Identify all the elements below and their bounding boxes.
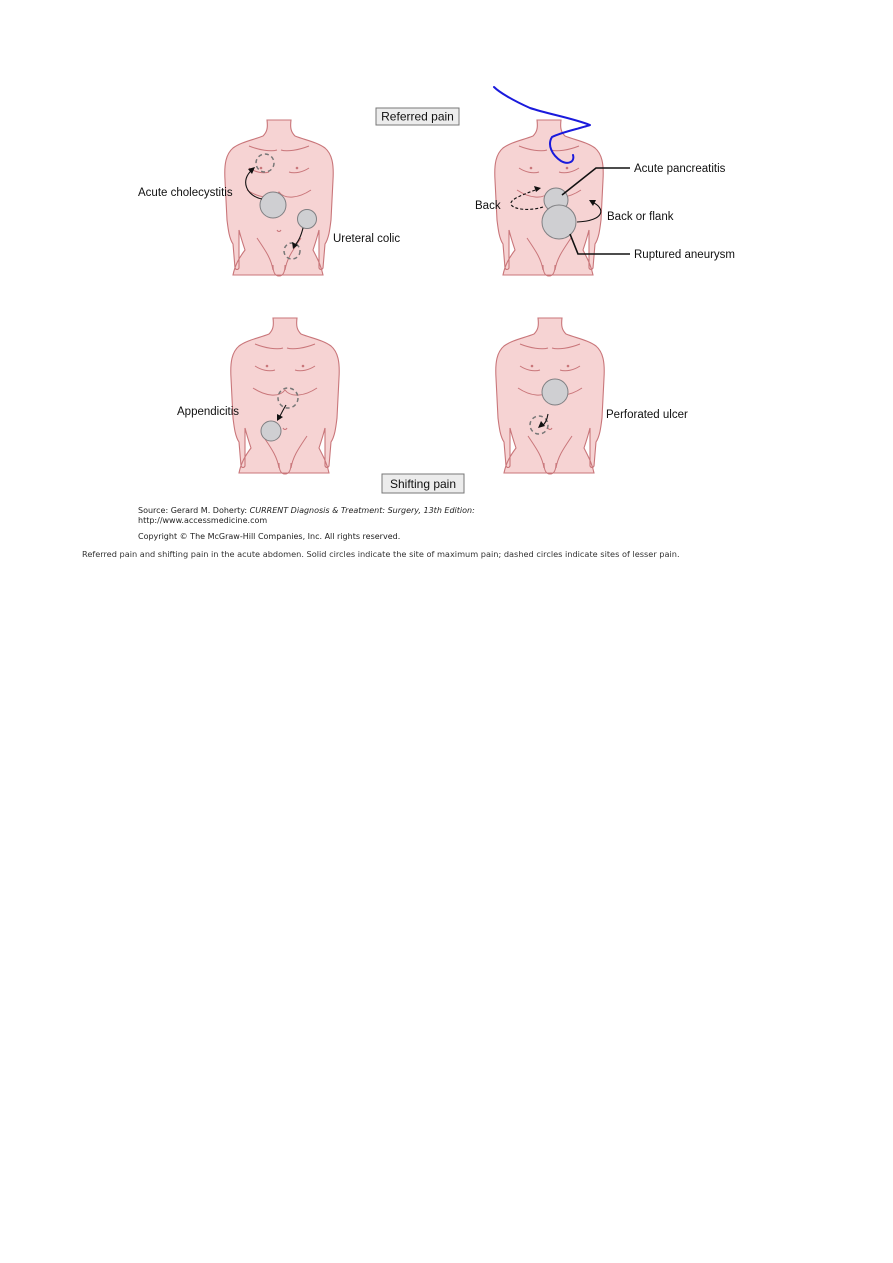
ureteral-solid-circle [298,210,317,229]
panel-top-left [138,120,400,276]
figure-caption: Referred pain and shifting pain in the acute abdomen. Solid circles indicate the site of maximum pain; dashed circles indicate sites of lesser pain. [82,549,680,559]
acute-cholecystitis-label: Acute cholecystitis [138,187,233,199]
cholecystitis-solid-circle [260,192,286,218]
appendix-solid-circle [261,421,281,441]
back-or-flank-label: Back or flank [607,211,674,223]
copyright-notice: Copyright © The McGraw-Hill Companies, Inc. All rights reserved. [138,532,401,541]
panel-bottom-left [177,318,339,474]
perforated-ulcer-label: Perforated ulcer [606,409,688,421]
referred-pain-header [376,108,459,125]
ruptured-aneurysm-label: Ruptured aneurysm [634,249,735,261]
shifting-pain-footer [382,474,464,493]
ureteral-colic-label: Ureteral colic [333,233,401,245]
referred-pain-label: Referred pain [381,109,454,124]
aneurysm-solid-circle [542,205,576,239]
appendicitis-label: Appendicitis [177,406,240,418]
panel-top-right [475,120,735,276]
source-url: http://www.accessmedicine.com [138,516,268,525]
panel-bottom-right [496,318,688,474]
source-prefix: Source: Gerard M. Doherty: [138,506,250,515]
acute-pancreatitis-label: Acute pancreatitis [634,163,726,175]
shifting-pain-label: Shifting pain [389,477,457,491]
ulcer-solid-circle [542,379,568,405]
source-citation [138,506,475,526]
source-title: CURRENT Diagnosis & Treatment: Surgery, 13th Edition: [249,506,475,515]
back-label: Back [475,200,501,212]
